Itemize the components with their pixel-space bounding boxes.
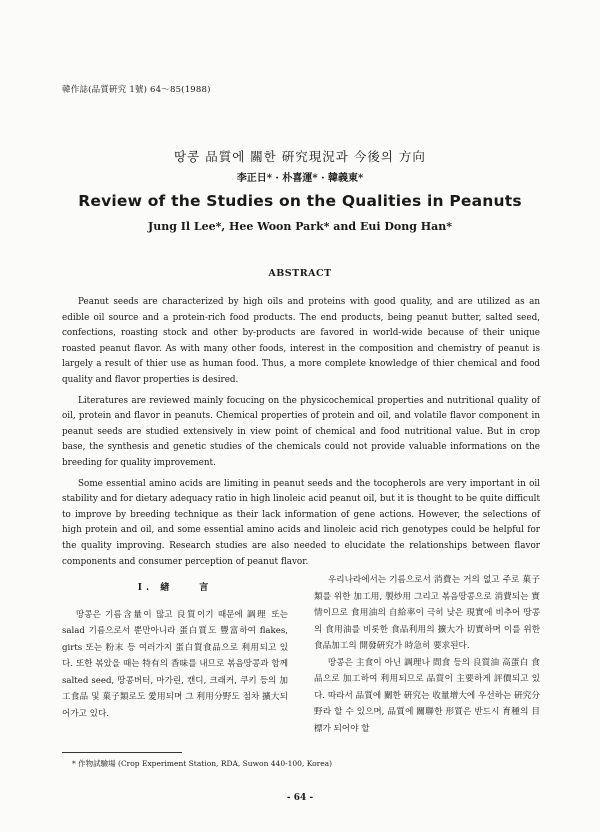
body-column-right bbox=[314, 572, 540, 737]
page-number: - 64 - bbox=[286, 793, 314, 803]
title-korean: 땅콩 品質에 關한 硏究現況과 今後의 方向 bbox=[174, 149, 426, 164]
title-english: Review of the Studies on the Qualities in Peanuts bbox=[78, 192, 522, 210]
abstract-paragraph: Literatures are reviewed mainly focucing on the physicochemical properties and nutritional quality of oil, protein and flavor in peanuts. Chemical properties of protein and oil, and volatile flavor component in peanut seeds are studied extensively in view point of chemical and food nutritional value. But in crop base, the synthesis and genetic studies of the chemicals could not provide valuable informations on the breeding for quality improvement. bbox=[62, 395, 540, 468]
abstract-paragraph: Peanut seeds are characterized by high oils and proteins with good quality, and are utilized as an edible oil source and a protein-rich food products. The end products, being peanut butter, salted seed, confections, roasting stock and other by-products are favored in world-wide because of their unique roasted peanut flavor. As with many other foods, interest in the composition and chemistry of peanut is largely a result of thier use as human food. Thus, a more complete knowledge of thier chemical and food quality and flavor properties is desired. bbox=[62, 297, 540, 385]
authors-english: Jung Il Lee*, Hee Woon Park* and Eui Dong Han* bbox=[148, 220, 452, 233]
journal-citation: 韓作誌(品質硏究 1號) 64～85(1988) bbox=[62, 85, 211, 95]
body-paragraph: 우리나라에서는 기름으로서 消費는 거의 없고 주로 菓子類를 위한 加工用, 製炒用 그리고 볶음땅콩으로 消費되는 實情이므로 食用油의 自給率이 극히 낮은 現實에 비추어 땅콩의 食用油를 비롯한 食品利用의 擴大가 切實하며 이를 위한 食品加工의 開發硏究가 時急히 要求된다. bbox=[314, 575, 540, 651]
footnote-affiliation: * 作物試驗場 (Crop Experiment Station, RDA, Suwon 440-100, Korea) bbox=[72, 759, 333, 768]
body-paragraph: 땅콩은 主食이 아닌 調理나 間食 등의 良質油 高蛋白 食品으로 加工하여 利用되므로 品質이 主要하게 評價되고 있다. 따라서 品質에 關한 硏究는 收量增大에 우선하는 硏究分野라 할 수 있으며, 品質에 關聯한 形質은 반드시 育種의 目標가 되어야 할 bbox=[314, 657, 540, 734]
body-column-left bbox=[62, 572, 288, 722]
abstract-paragraph: Some essential amino acids are limiting in peanut seeds and the tocopherols are very important in oil stability and for dietary adequacy ratio in high linoleic acid peanut oil, but it is thought to be quite difficult to improve by breeding technique as their lack information of gene actions. However, the selections of high protein and oil, and some essential amino acids and linoleic acid rich genotypes could be helpful for the quality improving. Research studies are also needed to elucidate the relationships between flavor components and consumer perception of peanut flavor. bbox=[62, 478, 540, 567]
abstract-heading: ABSTRACT bbox=[268, 268, 332, 279]
authors-korean: 李正日* · 朴喜運* · 韓義東* bbox=[236, 173, 364, 184]
footnote-divider bbox=[62, 752, 182, 753]
section-heading-introduction: I. 緖 言 bbox=[137, 583, 213, 593]
body-paragraph: 땅콩은 기름含量이 많고 良質이기 때문에 調理 또는 salad 기름으로서 뿐만아니라 蛋白質도 豐富하여 flakes, girts 또는 粉末 등 여러가지 蛋白質食品으로 利用되고 있다. 또한 볶았을 때는 特有의 香味를 내므로 볶음땅콩과 함께 salted seed, 땅콩버터, 마가린, 캔디, 크래커, 쿠키 등의 加工食品 및 菓子類로도 愛用되며 그 利用分野도 점차 擴大되어가고 있다. bbox=[62, 609, 288, 719]
abstract-body bbox=[62, 295, 540, 575]
